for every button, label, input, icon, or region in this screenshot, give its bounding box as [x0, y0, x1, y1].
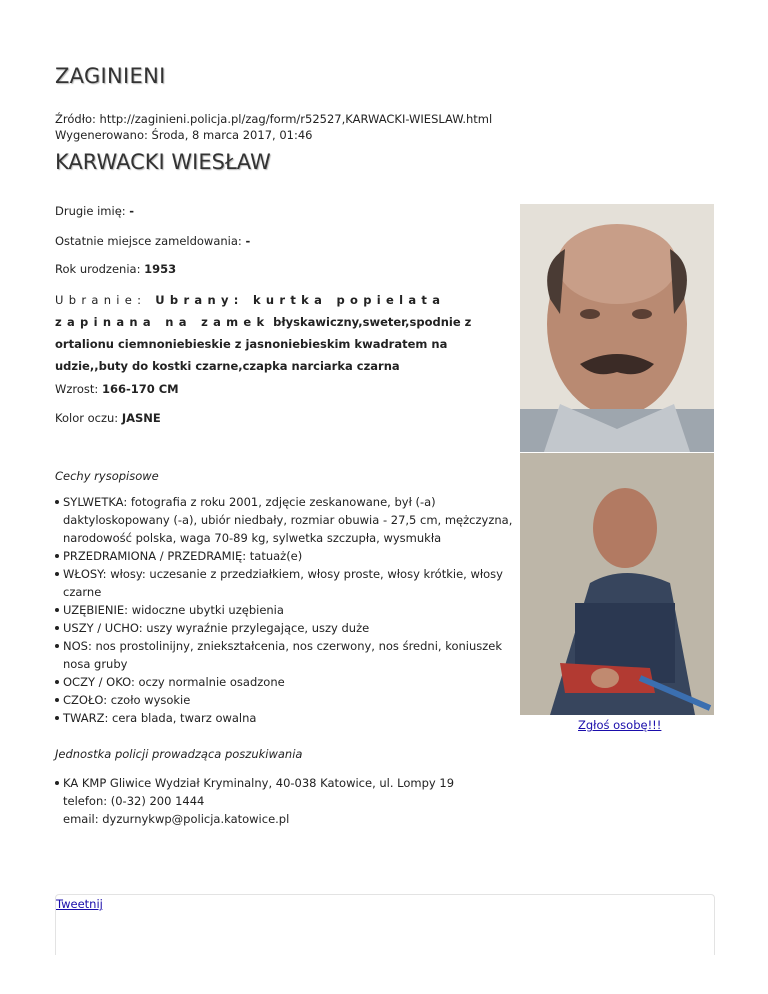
birth-year-value: 1953: [144, 262, 177, 276]
person-name: KARWACKI WIESŁAW: [55, 150, 271, 174]
source-url: http://zaginieni.policja.pl/zag/form/r52527,KARWACKI-WIESLAW.html: [99, 112, 493, 126]
birth-year-label: Rok urodzenia:: [55, 262, 145, 276]
middle-name-label: Drugie imię:: [55, 204, 130, 218]
generated-value: Środa, 8 marca 2017, 01:46: [151, 128, 313, 142]
tweet-link[interactable]: Tweetnij: [56, 897, 103, 911]
source-label: Źródło:: [55, 112, 100, 126]
list-item: OCZY / OKO: oczy normalnie osadzone: [63, 673, 521, 691]
unit-phone: telefon: (0-32) 200 1444: [63, 794, 205, 808]
clothing-value-rest: błyskawiczny,sweter,spodnie z ortalionu ciemnoniebieskie z jasnoniebieskim kwadratem na udzie,,buty do kostki czarne,czapka narciarka czarna: [55, 315, 472, 373]
features-list: [55, 493, 521, 727]
features-title: Cechy rysopisowe: [55, 469, 159, 483]
list-item: UZĘBIENIE: widoczne ubytki uzębienia: [63, 601, 521, 619]
eye-color-label: Kolor oczu:: [55, 411, 122, 425]
middle-name-field: [55, 204, 134, 218]
list-item: PRZEDRAMIONA / PRZEDRAMIĘ: tatuaż(e): [63, 547, 521, 565]
clothing-field: [55, 289, 515, 377]
report-person-link[interactable]: Zgłoś osobę!!!: [578, 718, 662, 732]
unit-title: Jednostka policji prowadząca poszukiwania: [55, 747, 303, 761]
eye-color-field: [55, 411, 161, 425]
list-item: WŁOSY: włosy: uczesanie z przedziałkiem, włosy proste, włosy krótkie, włosy czarne: [63, 565, 521, 601]
source-info: [55, 111, 492, 143]
middle-name-value: -: [129, 204, 135, 218]
list-item: USZY / UCHO: uszy wyraźnie przylegające, uszy duże: [63, 619, 521, 637]
last-address-value: -: [245, 234, 251, 248]
last-address-field: [55, 234, 250, 248]
height-field: [55, 382, 179, 396]
list-item: NOS: nos prostolinijny, zniekształcenia, nos czerwony, nos średni, koniuszek nosa gruby: [63, 637, 521, 673]
clothing-label: Ubranie:: [55, 293, 156, 307]
list-item: TWARZ: cera blada, twarz owalna: [63, 709, 521, 727]
bullet: [55, 781, 59, 785]
eye-color-value: JASNE: [121, 411, 161, 425]
work-illustration: [520, 453, 714, 715]
clothing-value-line1: Ubrany: kurtka popielata zapinana na zamek: [55, 293, 446, 329]
last-address-label: Ostatnie miejsce zameldowania:: [55, 234, 246, 248]
height-value: 166-170 CM: [101, 382, 179, 396]
unit-email: email: dyzurnykwp@policja.katowice.pl: [63, 812, 290, 826]
tweet-box: [55, 894, 715, 955]
portrait-photo: [520, 204, 714, 452]
height-label: Wzrost:: [55, 382, 102, 396]
unit-name: KA KMP Gliwice Wydział Kryminalny, 40-038 Katowice, ul. Lompy 19: [63, 776, 455, 790]
portrait-illustration: [520, 204, 714, 452]
work-photo: [520, 453, 714, 715]
generated-label: Wygenerowano:: [55, 128, 152, 142]
list-item: SYLWETKA: fotografia z roku 2001, zdjęcie zeskanowane, był (-a) daktyloskopowany (-a), ubiór niedbały, rozmiar obuwia - 27,5 cm, mężczyzna, narodowość polska, waga 70-89 kg, sylwetka szczupła, wysmukła: [63, 493, 521, 547]
list-item: CZOŁO: czoło wysokie: [63, 691, 521, 709]
site-title: ZAGINIENI: [55, 64, 166, 88]
birth-year-field: [55, 262, 176, 276]
police-unit: [55, 774, 454, 828]
